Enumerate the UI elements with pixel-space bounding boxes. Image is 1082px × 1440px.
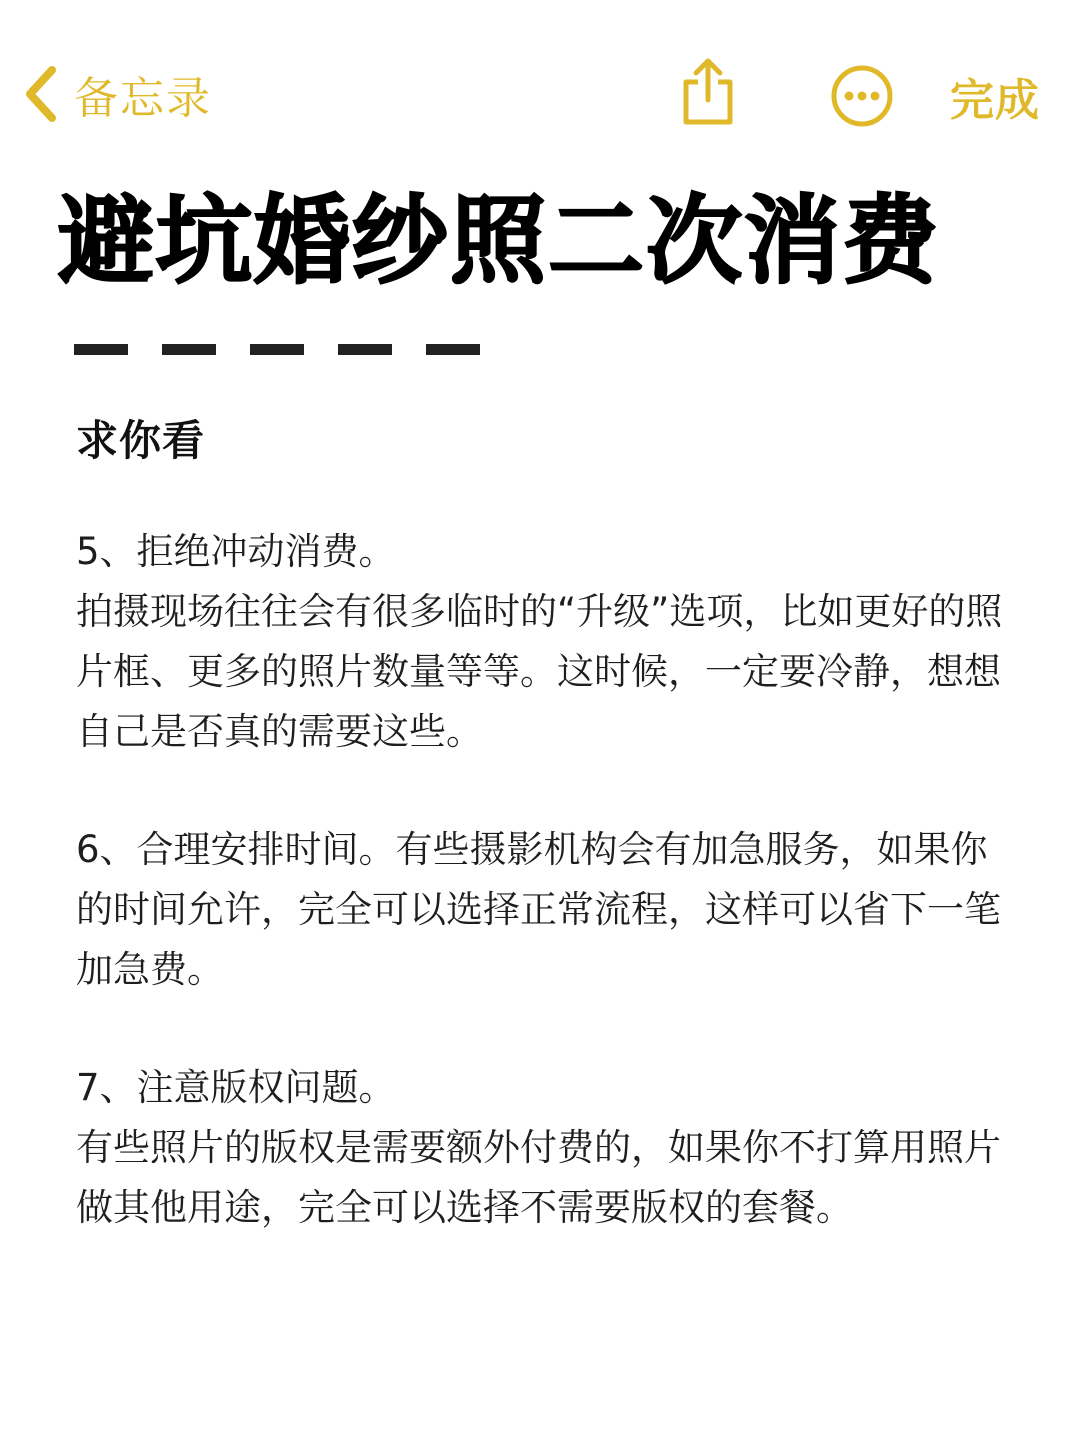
note-title: 避坑婚纱照二次消费 [58, 185, 940, 297]
nav-bar [0, 0, 1082, 190]
divider-dash [250, 344, 304, 355]
divider-dash [162, 344, 216, 355]
section-heading: 5、拒绝冲动消费。 [76, 530, 396, 573]
back-label: 备忘录 [74, 73, 212, 124]
note-section-7 [76, 1058, 1016, 1238]
section-text: 6、合理安排时间。有些摄影机构会有加急服务，如果你的时间允许，完全可以选择正常流程，这样可以省下一笔加急费。 [76, 828, 1001, 991]
note-subheading: 求你看 [76, 416, 206, 465]
note-section-5 [76, 522, 1016, 762]
section-text: 拍摄现场往往会有很多临时的“升级”选项，比如更好的照片框、更多的照片数量等等。这时候，一定要冷静，想想自己是否真的需要这些。 [76, 590, 1003, 753]
chevron-left-icon [22, 64, 58, 124]
title-divider [74, 344, 514, 355]
section-heading: 7、注意版权问题。 [76, 1066, 396, 1109]
more-icon [830, 113, 894, 132]
done-button[interactable]: 完成 [950, 75, 1040, 126]
divider-dash [426, 344, 480, 355]
section-text: 有些照片的版权是需要额外付费的，如果你不打算用照片做其他用途，完全可以选择不需要版权的套餐。 [76, 1126, 1001, 1229]
note-section-6 [76, 820, 1016, 1000]
share-button[interactable] [678, 56, 738, 132]
divider-dash [338, 344, 392, 355]
divider-dash [74, 344, 128, 355]
back-button[interactable] [22, 62, 212, 126]
share-icon [678, 113, 738, 132]
more-button[interactable] [830, 64, 894, 132]
